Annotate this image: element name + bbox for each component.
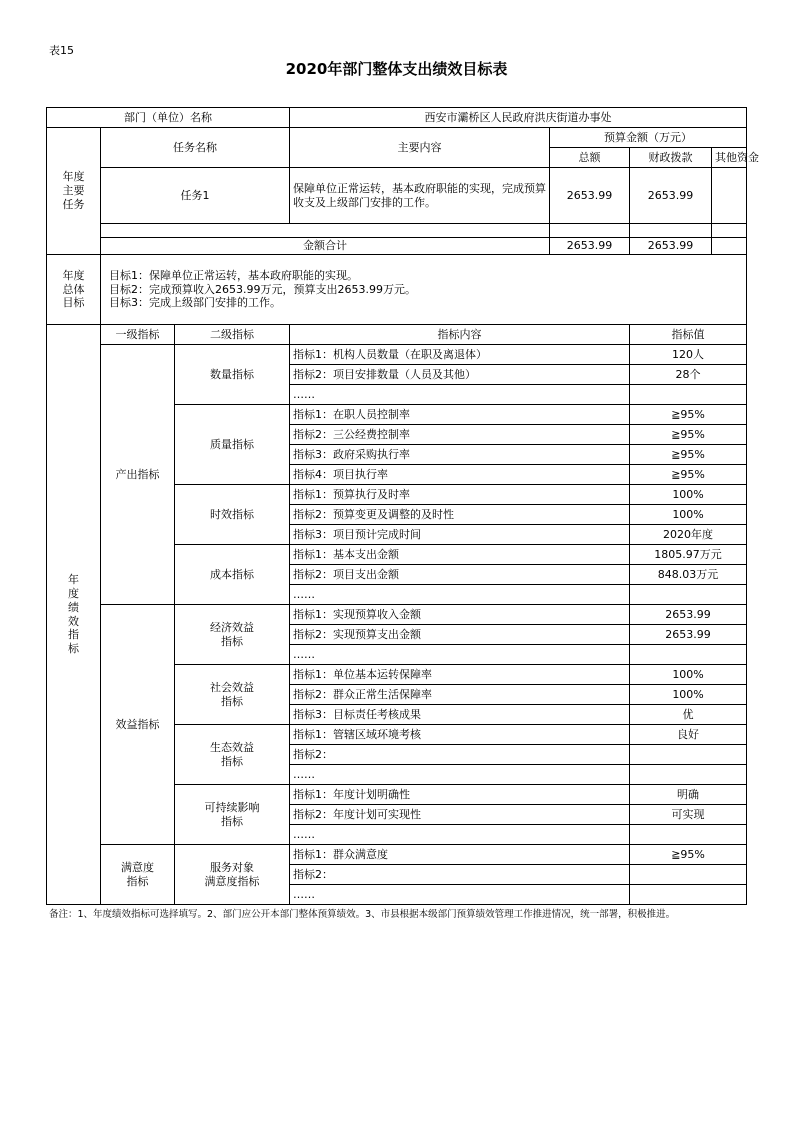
indicator-value: ≧95% [630,445,747,465]
annual-goals-text: 目标1：保障单位正常运转，基本政府职能的实现。 目标2：完成预算收入2653.99万元，预算支出2653.99万元。 目标3：完成上级部门安排的工作。 [101,255,747,325]
other-funds-header: 其他资金 [712,148,747,168]
indicator-value: 100% [630,505,747,525]
social-benefit-label: 社会效益 指标 [175,665,290,725]
indicator-content: 指标1：群众满意度 [290,845,630,865]
total-header: 总额 [550,148,630,168]
indicator-value: 优 [630,705,747,725]
indicator-value: 良好 [630,725,747,745]
indicator-value: 2653.99 [630,605,747,625]
indicator-content: 指标4：项目执行率 [290,465,630,485]
indicator-value [630,645,747,665]
task-content: 保障单位正常运转，基本政府职能的实现，完成预算收支及上级部门安排的工作。 [290,168,550,224]
sum-label: 金额合计 [101,238,550,255]
task-fiscal: 2653.99 [630,168,712,224]
task-row [47,168,747,224]
cost-indicator-label: 成本指标 [175,545,290,605]
indicator-value: ≧95% [630,425,747,445]
goals-row [47,255,747,325]
indicator-value [630,745,747,765]
task-content-header: 主要内容 [290,128,550,168]
indicator-header-row [47,325,747,345]
task-name: 任务1 [101,168,290,224]
indicator-content: 指标1：实现预算收入金额 [290,605,630,625]
indicator-row [47,345,747,365]
indicator-content: 指标3：目标责任考核成果 [290,705,630,725]
page-title: 2020年部门整体支出绩效目标表 [285,60,508,78]
level2-header: 二级指标 [175,325,290,345]
economic-benefit-label: 经济效益 指标 [175,605,290,665]
sustainable-impact-label: 可持续影响 指标 [175,785,290,845]
indicator-value [630,765,747,785]
indicator-value: 100% [630,685,747,705]
indicator-content: 指标1：单位基本运转保障率 [290,665,630,685]
indicator-content: 指标2： [290,745,630,765]
indicator-content: 指标2：实现预算支出金额 [290,625,630,645]
indicator-content: …… [290,645,630,665]
indicator-content: 指标1：预算执行及时率 [290,485,630,505]
indicator-value: ≧95% [630,845,747,865]
indicator-value: ≧95% [630,465,747,485]
indicator-value: 848.03万元 [630,565,747,585]
indicator-value: 1805.97万元 [630,545,747,565]
sum-fiscal: 2653.99 [630,238,712,255]
indicator-value: 2653.99 [630,625,747,645]
ecological-benefit-label: 生态效益 指标 [175,725,290,785]
sum-total: 2653.99 [550,238,630,255]
indicator-content: …… [290,585,630,605]
performance-goal-table [46,107,760,905]
task-spacer-row [47,224,747,238]
task-total: 2653.99 [550,168,630,224]
indicator-value: 明确 [630,785,747,805]
indicator-content: 指标2：年度计划可实现性 [290,805,630,825]
indicator-value: 可实现 [630,805,747,825]
content-header: 指标内容 [290,325,630,345]
dept-value: 西安市灞桥区人民政府洪庆街道办事处 [290,108,747,128]
indicator-value [630,585,747,605]
indicator-value: 28个 [630,365,747,385]
indicator-content: 指标1：年度计划明确性 [290,785,630,805]
sum-other [712,238,747,255]
indicator-content: 指标2：预算变更及调整的及时性 [290,505,630,525]
indicator-value: ≧95% [630,405,747,425]
value-header: 指标值 [630,325,747,345]
task-other [712,168,747,224]
annual-goals-label: 年度 总体 目标 [47,255,101,325]
quality-indicator-label: 质量指标 [175,405,290,485]
footnote: 备注：1、年度绩效指标可选择填写。2、部门应公开本部门整体预算绩效。3、市县根据本级部门预算绩效管理工作推进情况，统一部署，积极推进。 [49,909,676,920]
indicator-content: 指标3：项目预计完成时间 [290,525,630,545]
indicator-content: …… [290,825,630,845]
indicator-content: 指标2： [290,865,630,885]
indicator-value: 120人 [630,345,747,365]
dept-row [47,108,747,128]
indicator-row [47,605,747,625]
indicator-value: 100% [630,485,747,505]
task-name-header: 任务名称 [101,128,290,168]
dept-label: 部门（单位）名称 [47,108,290,128]
indicator-content: 指标2：三公经费控制率 [290,425,630,445]
indicator-content: …… [290,765,630,785]
indicator-content: 指标2：群众正常生活保障率 [290,685,630,705]
indicator-content: 指标1：基本支出金额 [290,545,630,565]
quantity-indicator-label: 数量指标 [175,345,290,405]
indicator-value [630,865,747,885]
indicator-value [630,385,747,405]
indicator-row [47,845,747,865]
task-header-row [47,128,747,148]
indicator-content: 指标1：机构人员数量（在职及离退体） [290,345,630,365]
indicator-content: 指标2：项目安排数量（人员及其他） [290,365,630,385]
indicator-value [630,825,747,845]
indicator-content: 指标2：项目支出金额 [290,565,630,585]
annual-tasks-label: 年度 主要 任务 [47,128,101,255]
task-sum-row [47,238,747,255]
indicator-content: 指标3：政府采购执行率 [290,445,630,465]
output-indicator-label: 产出指标 [101,345,175,605]
indicator-value [630,885,747,905]
indicator-value: 100% [630,665,747,685]
level1-header: 一级指标 [101,325,175,345]
indicator-content: 指标1：在职人员控制率 [290,405,630,425]
fiscal-header: 财政拨款 [630,148,712,168]
timeliness-indicator-label: 时效指标 [175,485,290,545]
table-number-label: 表15 [49,44,74,57]
annual-indicators-label: 年 度 绩 效 指 标 [47,325,101,905]
benefit-indicator-label: 效益指标 [101,605,175,845]
budget-header: 预算金额（万元） [550,128,747,148]
indicator-content: …… [290,385,630,405]
indicator-content: …… [290,885,630,905]
indicator-content: 指标1：管辖区域环境考核 [290,725,630,745]
indicator-value: 2020年度 [630,525,747,545]
satisfaction-indicator-label: 满意度 指标 [101,845,175,905]
service-satisfaction-label: 服务对象 满意度指标 [175,845,290,905]
